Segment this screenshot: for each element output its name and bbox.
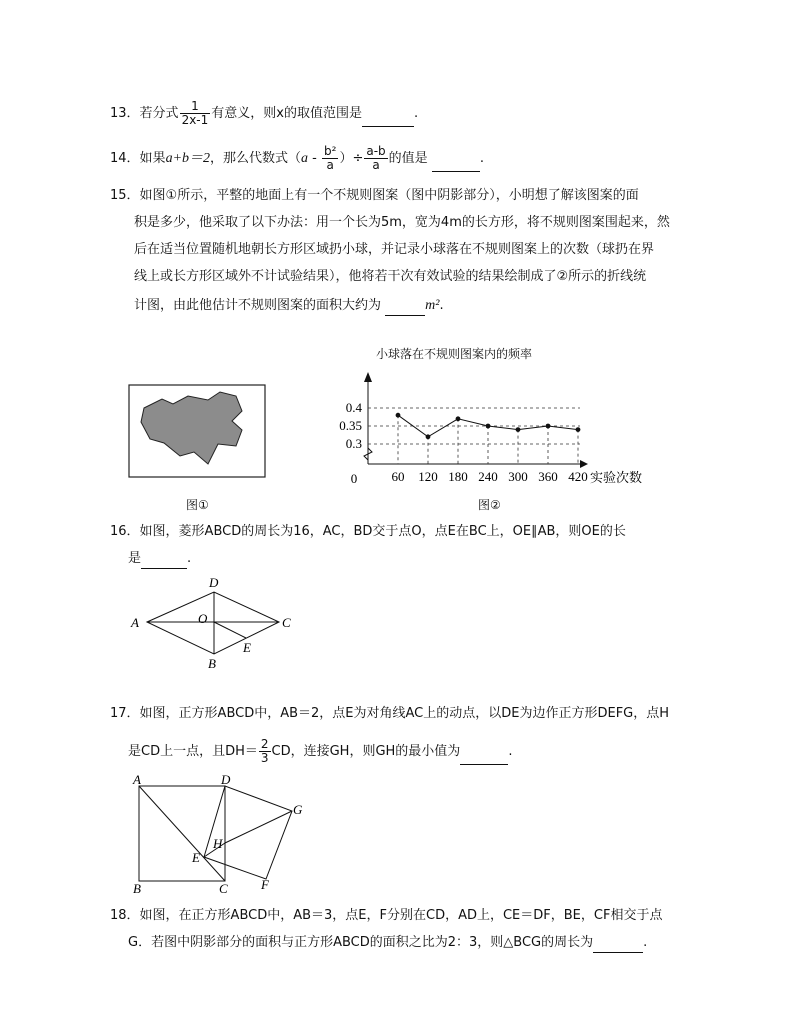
label-c: C [282, 615, 291, 630]
q15-frequency-chart [330, 360, 670, 490]
q16-line-2: 是 . [128, 549, 191, 569]
q15-line-2: 积是多少，他采取了以下办法：用一个长为5m，宽为4m的长方形，将不规则图案围起来，然 [134, 215, 670, 230]
q15-line-3: 后在适当位置随机地朝长方形区域扔小球，并记录小球落在不规则图案上的次数（球扔在界 [134, 242, 655, 257]
label-e: E [243, 640, 251, 655]
q18-line-2: G．若图中阴影部分的面积与正方形ABCD的面积之比为2：3，则△BCG的周长为 . [128, 933, 647, 953]
chart-data-point [426, 434, 431, 439]
label-e: E [192, 850, 200, 865]
q17-line-1: 17．如图，正方形ABCD中，AB＝2，点E为对角线AC上的动点，以DE为边作正方形DEFG，点H [110, 706, 670, 721]
label-b: B [133, 881, 141, 896]
chart-data-point [486, 424, 491, 429]
chart-y-axis-arrow [364, 372, 372, 382]
label-h: H [213, 836, 223, 851]
q13-fraction: $\frac{1}{2x-1}$ [181, 99, 209, 127]
q17-square-figure [125, 774, 325, 898]
chart-x-tick-label: 360 [538, 469, 558, 484]
q13-answer-blank[interactable] [362, 112, 414, 127]
q15-number: 15． [110, 188, 140, 203]
chart-x-axis-label: 实验次数 [590, 470, 643, 485]
q13: 13．若分式 $\frac{1}{2x-1}$ 有意义，则x的取值范围是 . [110, 99, 419, 127]
label-g: G [293, 802, 303, 817]
diagonal-ac [139, 786, 225, 881]
chart-data-point [546, 424, 551, 429]
q15-line-1: 15．如图①所示，平整的地面上有一个不规则图案（图中阴影部分），小明想了解该图案的面 [110, 188, 639, 203]
chart-x-tick-label: 420 [568, 469, 588, 484]
chart-x-tick-label: 300 [508, 469, 528, 484]
chart-y-tick-label: 0.35 [339, 418, 362, 433]
chart-title: 小球落在不规则图案内的频率 [376, 347, 533, 361]
q16-answer-blank[interactable] [141, 554, 187, 569]
q16-line-1: 16．如图，菱形ABCD的周长为16，AC，BD交于点O，点E在BC上，OE∥AB，则OE的长 [110, 524, 626, 539]
chart-origin-label: 0 [350, 471, 358, 486]
q14-fraction-1: $\frac{\text{b²}}{a}$ [324, 144, 337, 172]
rhombus-abcd [147, 592, 279, 654]
q18-number: 18． [110, 908, 140, 923]
chart-x-tick-label: 180 [448, 469, 468, 484]
q14-fraction-2: $\frac{a-b}{a}$ [366, 144, 386, 172]
q17-number: 17． [110, 706, 140, 721]
label-b: B [208, 656, 216, 671]
label-o: O [198, 611, 208, 626]
segment-oe [214, 622, 246, 638]
chart-x-tick-label: 60 [391, 469, 405, 484]
q15-figure-2-caption: 图② [478, 498, 501, 512]
q17-line-2: 是CD上一点，且DH＝ $\frac{2}{3}$ CD，连接GH，则GH的最小值为 . [128, 737, 513, 765]
chart-x-axis-arrow [580, 460, 588, 468]
q18-line-1: 18．如图，在正方形ABCD中，AB＝3，点E，F分别在CD，AD上，CE＝DF，BE，CF相交于点 [110, 908, 663, 923]
q15-figure-1 [128, 384, 266, 478]
q18-answer-blank[interactable] [593, 938, 643, 953]
q15-figure-1-caption: 图① [186, 498, 209, 512]
q13-number: 13． [110, 106, 140, 121]
chart-data-point [516, 427, 521, 432]
label-d: D [221, 774, 231, 787]
chart-data-point [396, 413, 401, 418]
label-f: F [261, 877, 269, 892]
q16-rhombus-figure [125, 574, 305, 674]
q15-answer-blank[interactable] [385, 301, 425, 316]
label-a: A [133, 774, 141, 787]
chart-x-tick-label: 240 [478, 469, 498, 484]
label-c: C [219, 881, 228, 896]
q14-number: 14． [110, 151, 140, 166]
chart-data-point [576, 427, 581, 432]
q15-line-4: 线上或长方形区域外不计试验结果），他将若干次有效试验的结果绘制成了②所示的折线统 [134, 269, 647, 284]
chart-x-tick-label: 120 [418, 469, 438, 484]
q17-fraction: $\frac{2}{3}$ [260, 737, 269, 765]
q17-answer-blank[interactable] [460, 750, 508, 765]
q16-number: 16． [110, 524, 140, 539]
label-d: D [209, 575, 219, 590]
q15-line-5: 计图，由此他估计不规则图案的面积大约为 m². [134, 296, 444, 316]
label-a: A [131, 615, 139, 630]
q14-answer-blank[interactable] [432, 157, 480, 172]
chart-y-tick-label: 0.3 [345, 436, 362, 451]
chart-y-tick-label: 0.4 [345, 400, 362, 415]
chart-data-point [456, 416, 461, 421]
q14: 14．如果a+b＝2，那么代数式（a - $\frac{\text{b²}}{a}$ ）÷ $\frac{a-b}{a}$ 的值是 . [110, 144, 484, 172]
